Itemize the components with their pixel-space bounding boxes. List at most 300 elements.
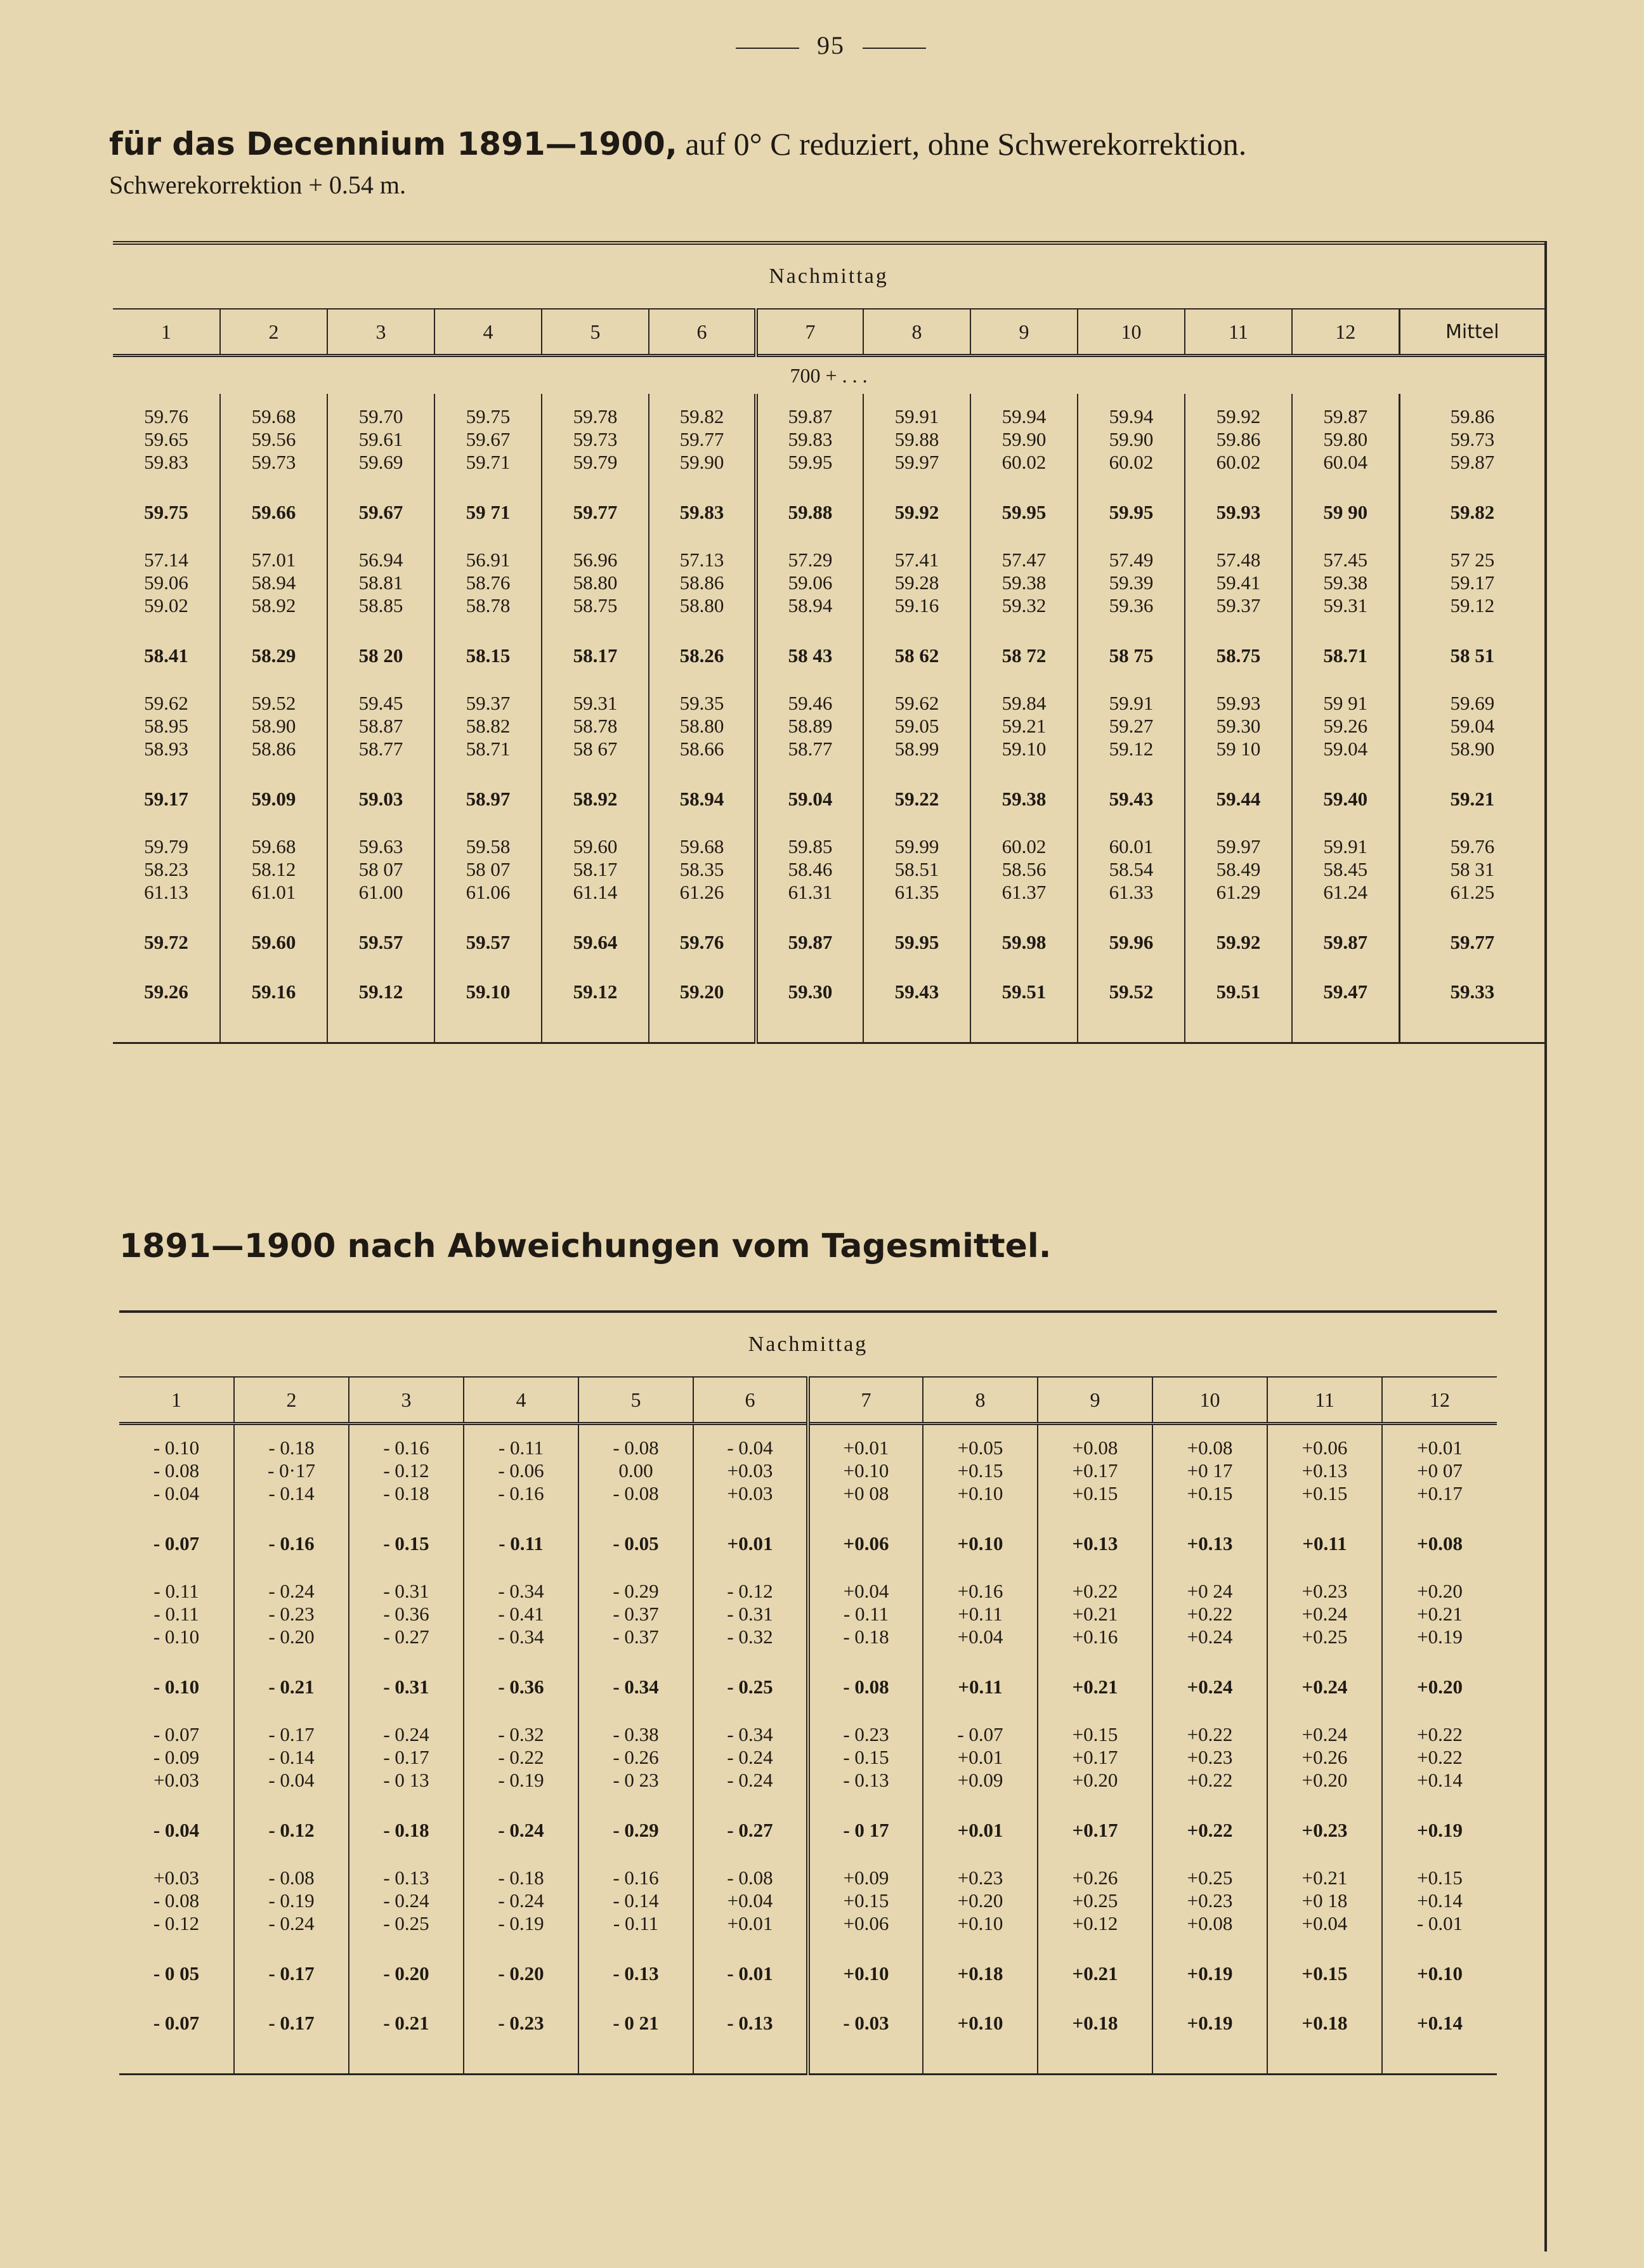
mean-cell: 59.67: [327, 488, 434, 537]
reading-cell: - 0.10 - 0.08 - 0.04: [153, 1437, 200, 1504]
reading-group: [113, 824, 1544, 918]
reading-cell: 59.92 59.86 60.02: [1185, 394, 1292, 488]
spacer-cell: [542, 1017, 649, 1043]
reading-cell: 59.76 59.65 59.83: [144, 405, 188, 473]
mean-cell: +0.10: [1382, 1949, 1497, 1998]
mean-cell: 59.95: [863, 918, 970, 967]
spacer-cell: [756, 1017, 863, 1043]
reading-cell: +0.24 +0.26 +0.20: [1267, 1712, 1382, 1806]
reading-cell: - 0.24 - 0.23 - 0.20: [234, 1568, 349, 1662]
mean-cell: 59.77: [542, 488, 649, 537]
mean-cell: 59.87: [756, 918, 863, 967]
reading-cell: +0.22 +0.23 +0.22: [1152, 1712, 1267, 1806]
mean-cell: - 0.08: [808, 1662, 923, 1712]
reading-cell: 59.69 59.04 58.90: [1399, 681, 1544, 774]
reading-cell: 59.35 58.80 58.66: [649, 681, 756, 774]
reading-cell: 59.91 58.45 61.24: [1292, 824, 1399, 918]
group-mean-row: [113, 774, 1544, 824]
column-header: 1: [113, 309, 220, 356]
mean-cell: 58.71: [1292, 631, 1399, 681]
page-number-dash-right: [863, 48, 926, 49]
reading-cell: - 0.23 - 0.15 - 0.13: [808, 1712, 923, 1806]
overall-mean-cell: 59.26: [144, 981, 188, 1003]
table-bottom-spacer: [113, 1017, 1544, 1043]
reading-cell: 56.94 58.81 58.85: [327, 537, 434, 631]
mean-cell: 59 71: [434, 488, 542, 537]
mean-cell: +0.11: [923, 1662, 1038, 1712]
mean-cell: 59.76: [649, 918, 756, 967]
group-mean-row: [119, 1662, 1497, 1712]
reading-cell: - 0.08 +0.04 +0.01: [693, 1855, 808, 1949]
reading-cell: +0.03 - 0.08 - 0.12: [153, 1867, 200, 1934]
overall-mean-cell: 59.33: [1399, 967, 1544, 1017]
mean-cell: +0.19: [1382, 1806, 1497, 1855]
reading-cell: 57.14 59.06 59.02: [144, 549, 188, 616]
mean-cell: 59.22: [863, 774, 970, 824]
mean-cell: +0.13: [1038, 1519, 1152, 1568]
reading-cell: 57.47 59.38 59.32: [970, 537, 1078, 631]
reading-cell: - 0.34 - 0.24 - 0.24: [693, 1712, 808, 1806]
overall-mean-cell: - 0.23: [464, 1998, 578, 2048]
reading-cell: - 0.08 - 0.19 - 0.24: [234, 1855, 349, 1949]
overall-mean-cell: 59.47: [1292, 967, 1399, 1017]
mean-cell: 58 72: [970, 631, 1078, 681]
spacer-cell: [119, 2048, 234, 2075]
mean-cell: 58 51: [1399, 631, 1544, 681]
mean-cell: +0.20: [1382, 1662, 1497, 1712]
spacer-cell: [649, 1017, 756, 1043]
overall-mean-cell: - 0.21: [349, 1998, 464, 2048]
mean-cell: - 0.34: [578, 1662, 693, 1712]
mean-cell: 59.82: [1399, 488, 1544, 537]
spacer-cell: [970, 1017, 1078, 1043]
spacer-cell: [1152, 2048, 1267, 2075]
overall-mean-cell: 59.10: [434, 967, 542, 1017]
mean-cell: +0.24: [1267, 1662, 1382, 1712]
page-number-text: 95: [817, 31, 845, 60]
overall-mean-cell: +0.18: [1038, 1998, 1152, 2048]
table1-header-row: [113, 309, 1544, 356]
mean-cell: +0.08: [1382, 1519, 1497, 1568]
column-header: 5: [542, 309, 649, 356]
overall-mean-cell: +0.10: [923, 1998, 1038, 2048]
reading-cell: 59.76 58 31 61.25: [1399, 824, 1544, 918]
overall-mean-cell: - 0 21: [578, 1998, 693, 2048]
reading-cell: 59.68 59.56 59.73: [220, 394, 327, 488]
reading-cell: 59.31 58.78 58 67: [542, 681, 649, 774]
column-header: Mittel: [1399, 309, 1544, 356]
mean-cell: - 0.21: [234, 1662, 349, 1712]
spacer-cell: [578, 2048, 693, 2075]
mean-cell: 59.92: [1185, 918, 1292, 967]
mean-cell: - 0.27: [693, 1806, 808, 1855]
spacer-cell: [1078, 1017, 1185, 1043]
mean-cell: - 0 05: [153, 1962, 200, 1984]
mean-cell: - 0.16: [234, 1519, 349, 1568]
mean-cell: +0.18: [923, 1949, 1038, 1998]
reading-group: [113, 394, 1544, 488]
reading-cell: +0.15 +0.17 +0.20: [1038, 1712, 1152, 1806]
mean-cell: +0.01: [923, 1806, 1038, 1855]
reading-cell: 59.97 58.49 61.29: [1185, 824, 1292, 918]
mean-cell: 59.96: [1078, 918, 1185, 967]
spacer-cell: [863, 1017, 970, 1043]
mean-cell: 59.88: [756, 488, 863, 537]
reading-cell: 59.60 58.17 61.14: [542, 824, 649, 918]
overall-mean-cell: +0.19: [1152, 1998, 1267, 2048]
mean-cell: +0.22: [1152, 1806, 1267, 1855]
reading-cell: 59.68 58.12 61.01: [220, 824, 327, 918]
reading-cell: 59.86 59.73 59.87: [1399, 394, 1544, 488]
table1-title: Nachmittag: [113, 243, 1544, 309]
reading-cell: 59.82 59.77 59.90: [649, 394, 756, 488]
mean-cell: - 0.10: [153, 1676, 200, 1698]
group-mean-row: [119, 1519, 1497, 1568]
spacer-cell: [434, 1017, 542, 1043]
reading-cell: +0.04 - 0.11 - 0.18: [808, 1568, 923, 1662]
mean-cell: 58.92: [542, 774, 649, 824]
reading-group: [113, 681, 1544, 774]
reading-cell: 57.01 58.94 58.92: [220, 537, 327, 631]
overall-mean-cell: +0.14: [1382, 1998, 1497, 2048]
mean-cell: - 0.01: [693, 1949, 808, 1998]
mean-cell: - 0.04: [153, 1819, 200, 1841]
mean-cell: 59.87: [1292, 918, 1399, 967]
spacer-cell: [693, 2048, 808, 2075]
gravity-correction-note: Schwerekorrektion + 0.54 m.: [109, 171, 407, 199]
reading-cell: 59.94 59.90 60.02: [970, 394, 1078, 488]
group-mean-row: [119, 1806, 1497, 1855]
page-number-dash-left: [736, 48, 799, 49]
column-header: 4: [464, 1377, 578, 1424]
reading-cell: +0.16 +0.11 +0.04: [923, 1568, 1038, 1662]
reading-cell: 60.02 58.56 61.37: [970, 824, 1078, 918]
spacer-cell: [113, 1017, 220, 1043]
reading-cell: 59.85 58.46 61.31: [756, 824, 863, 918]
table-deviations: [119, 1310, 1497, 2075]
reading-cell: 57.49 59.39 59.36: [1078, 537, 1185, 631]
reading-cell: +0.23 +0.20 +0.10: [923, 1855, 1038, 1949]
reading-cell: 59.52 58.90 58.86: [220, 681, 327, 774]
reading-cell: 57.29 59.06 58.94: [756, 537, 863, 631]
table2-header-row: [119, 1377, 1497, 1424]
mean-cell: +0.17: [1038, 1806, 1152, 1855]
column-header: 3: [349, 1377, 464, 1424]
mean-cell: 58.29: [220, 631, 327, 681]
reading-cell: +0.01 +0 07 +0.17: [1382, 1424, 1497, 1520]
overall-mean-row: [119, 1998, 1497, 2048]
mean-cell: +0.10: [923, 1519, 1038, 1568]
mean-cell: 59.40: [1292, 774, 1399, 824]
mean-cell: 58.75: [1185, 631, 1292, 681]
reading-cell: 59.91 59.88 59.97: [863, 394, 970, 488]
reading-cell: +0.08 +0.17 +0.15: [1038, 1424, 1152, 1520]
mean-cell: 58.41: [144, 644, 188, 667]
mean-cell: 58.97: [434, 774, 542, 824]
reading-cell: - 0.12 - 0.31 - 0.32: [693, 1568, 808, 1662]
mean-cell: +0.24: [1152, 1662, 1267, 1712]
reading-cell: 57 25 59.17 59.12: [1399, 537, 1544, 631]
reading-cell: - 0.31 - 0.36 - 0.27: [349, 1568, 464, 1662]
table-pressure-values: [113, 241, 1544, 1044]
reading-cell: - 0.04 +0.03 +0.03: [693, 1424, 808, 1520]
reading-cell: - 0.29 - 0.37 - 0.37: [578, 1568, 693, 1662]
reading-cell: - 0.16 - 0.14 - 0.11: [578, 1855, 693, 1949]
mean-cell: +0.06: [808, 1519, 923, 1568]
reading-cell: - 0.24 - 0.17 - 0 13: [349, 1712, 464, 1806]
mean-cell: 59.60: [220, 918, 327, 967]
mean-cell: 58 75: [1078, 631, 1185, 681]
column-header: 12: [1292, 309, 1399, 356]
column-header: 8: [863, 309, 970, 356]
reading-cell: +0.22 +0.21 +0.16: [1038, 1568, 1152, 1662]
reading-cell: 56.91 58.76 58.78: [434, 537, 542, 631]
reading-cell: 59.87 59.80 60.04: [1292, 394, 1399, 488]
mean-cell: 58.17: [542, 631, 649, 681]
group-mean-row: [113, 918, 1544, 967]
reading-cell: 59.58 58 07 61.06: [434, 824, 542, 918]
reading-cell: - 0.11 - 0.06 - 0.16: [464, 1424, 578, 1520]
column-header: 9: [1038, 1377, 1152, 1424]
table1-unit-label: 700 + . . .: [790, 363, 868, 387]
mean-cell: 59.92: [863, 488, 970, 537]
mean-cell: 58.94: [649, 774, 756, 824]
mean-cell: 59.04: [756, 774, 863, 824]
reading-cell: 59.63 58 07 61.00: [327, 824, 434, 918]
group-mean-row: [119, 1949, 1497, 1998]
mean-cell: - 0.36: [464, 1662, 578, 1712]
reading-cell: 57.45 59.38 59.31: [1292, 537, 1399, 631]
reading-cell: +0.06 +0.13 +0.15: [1267, 1424, 1382, 1520]
spacer-cell: [1185, 1017, 1292, 1043]
reading-cell: - 0.38 - 0.26 - 0 23: [578, 1712, 693, 1806]
column-header: 6: [649, 309, 756, 356]
mean-cell: - 0.05: [578, 1519, 693, 1568]
reading-cell: - 0.34 - 0.41 - 0.34: [464, 1568, 578, 1662]
reading-cell: 59.62 58.95 58.93: [144, 692, 188, 760]
column-header: 7: [756, 309, 863, 356]
mean-cell: - 0.12: [234, 1806, 349, 1855]
overall-mean-cell: +0.18: [1267, 1998, 1382, 2048]
spacer-cell: [1292, 1017, 1399, 1043]
mean-cell: 58 43: [756, 631, 863, 681]
group-mean-row: [113, 488, 1544, 537]
reading-group: [119, 1855, 1497, 1949]
mean-cell: 59.44: [1185, 774, 1292, 824]
reading-cell: 59.46 58.89 58.77: [756, 681, 863, 774]
reading-cell: +0.21 +0 18 +0.04: [1267, 1855, 1382, 1949]
mean-cell: - 0.20: [464, 1949, 578, 1998]
mean-cell: 59.43: [1078, 774, 1185, 824]
reading-cell: - 0.17 - 0.14 - 0.04: [234, 1712, 349, 1806]
mean-cell: - 0.20: [349, 1949, 464, 1998]
mean-cell: +0.15: [1267, 1949, 1382, 1998]
mean-cell: +0.11: [1267, 1519, 1382, 1568]
reading-cell: - 0.13 - 0.24 - 0.25: [349, 1855, 464, 1949]
reading-cell: - 0.18 - 0.24 - 0.19: [464, 1855, 578, 1949]
reading-cell: 59.93 59.30 59 10: [1185, 681, 1292, 774]
spacer-cell: [327, 1017, 434, 1043]
reading-cell: +0.25 +0.23 +0.08: [1152, 1855, 1267, 1949]
right-margin-rule: [1544, 241, 1547, 2252]
mean-cell: +0.23: [1267, 1806, 1382, 1855]
mean-cell: - 0.31: [349, 1662, 464, 1712]
column-header: 11: [1185, 309, 1292, 356]
reading-cell: 59.91 59.27 59.12: [1078, 681, 1185, 774]
mean-cell: - 0.13: [578, 1949, 693, 1998]
mean-cell: 59.98: [970, 918, 1078, 967]
overall-mean-cell: 59.12: [542, 967, 649, 1017]
mean-cell: - 0.07: [153, 1532, 200, 1554]
reading-cell: 59.87 59.83 59.95: [756, 394, 863, 488]
mean-cell: 58 20: [327, 631, 434, 681]
reading-cell: +0.09 +0.15 +0.06: [808, 1855, 923, 1949]
column-header: 11: [1267, 1377, 1382, 1424]
table1-heading-rest: auf 0° C reduziert, ohne Schwerekorrektion.: [677, 126, 1247, 162]
reading-cell: 59.79 58.23 61.13: [144, 835, 188, 903]
overall-mean-row: [113, 967, 1544, 1017]
mean-cell: +0.21: [1038, 1949, 1152, 1998]
spacer-cell: [923, 2048, 1038, 2075]
reading-cell: +0.26 +0.25 +0.12: [1038, 1855, 1152, 1949]
reading-cell: +0.08 +0 17 +0.15: [1152, 1424, 1267, 1520]
mean-cell: +0.21: [1038, 1662, 1152, 1712]
overall-mean-cell: 59.20: [649, 967, 756, 1017]
mean-cell: - 0.11: [464, 1519, 578, 1568]
mean-cell: - 0 17: [808, 1806, 923, 1855]
spacer-cell: [464, 2048, 578, 2075]
reading-cell: - 0.08 0.00 - 0.08: [578, 1424, 693, 1520]
reading-cell: 59.37 58.82 58.71: [434, 681, 542, 774]
reading-group: [119, 1424, 1497, 1520]
mean-cell: +0.13: [1152, 1519, 1267, 1568]
table2-heading: 1891—1900 nach Abweichungen vom Tagesmittel.: [119, 1227, 1052, 1265]
spacer-cell: [1038, 2048, 1152, 2075]
column-header: 2: [220, 309, 327, 356]
mean-cell: - 0.25: [693, 1662, 808, 1712]
reading-cell: +0.01 +0.10 +0 08: [808, 1424, 923, 1520]
mean-cell: 59.95: [970, 488, 1078, 537]
column-header: 2: [234, 1377, 349, 1424]
mean-cell: 59.21: [1399, 774, 1544, 824]
table2-title: Nachmittag: [119, 1312, 1497, 1377]
reading-cell: 60.01 58.54 61.33: [1078, 824, 1185, 918]
reading-cell: - 0.07 +0.01 +0.09: [923, 1712, 1038, 1806]
spacer-cell: [349, 2048, 464, 2075]
reading-cell: 56.96 58.80 58.75: [542, 537, 649, 631]
reading-cell: 59.68 58.35 61.26: [649, 824, 756, 918]
reading-cell: +0.20 +0.21 +0.19: [1382, 1568, 1497, 1662]
overall-mean-cell: 59.52: [1078, 967, 1185, 1017]
reading-cell: - 0.32 - 0.22 - 0.19: [464, 1712, 578, 1806]
column-header: 10: [1078, 309, 1185, 356]
mean-cell: 59.66: [220, 488, 327, 537]
mean-cell: - 0.18: [349, 1806, 464, 1855]
column-header: 6: [693, 1377, 808, 1424]
overall-mean-cell: 59.51: [970, 967, 1078, 1017]
mean-cell: +0.01: [693, 1519, 808, 1568]
reading-cell: +0.15 +0.14 - 0.01: [1382, 1855, 1497, 1949]
spacer-cell: [1382, 2048, 1497, 2075]
column-header: 1: [119, 1377, 234, 1424]
overall-mean-cell: 59.43: [863, 967, 970, 1017]
mean-cell: 59.57: [327, 918, 434, 967]
mean-cell: - 0.24: [464, 1806, 578, 1855]
overall-mean-cell: - 0.17: [234, 1998, 349, 2048]
mean-cell: 59.57: [434, 918, 542, 967]
table1-heading: [109, 126, 1246, 162]
overall-mean-cell: 59.12: [327, 967, 434, 1017]
reading-cell: 59.62 59.05 58.99: [863, 681, 970, 774]
page-number: [710, 30, 951, 60]
reading-cell: 59.84 59.21 59.10: [970, 681, 1078, 774]
reading-cell: 57.13 58.86 58.80: [649, 537, 756, 631]
overall-mean-cell: 59.16: [220, 967, 327, 1017]
spacer-cell: [234, 2048, 349, 2075]
mean-cell: 59 90: [1292, 488, 1399, 537]
reading-cell: 57.48 59.41 59.37: [1185, 537, 1292, 631]
column-header: 9: [970, 309, 1078, 356]
mean-cell: +0.19: [1152, 1949, 1267, 1998]
mean-cell: 59.95: [1078, 488, 1185, 537]
reading-cell: 59.75 59.67 59.71: [434, 394, 542, 488]
mean-cell: 59.83: [649, 488, 756, 537]
reading-cell: - 0.16 - 0.12 - 0.18: [349, 1424, 464, 1520]
table1-heading-lead: für das Decennium 1891—1900,: [109, 126, 677, 162]
column-header: 3: [327, 309, 434, 356]
spacer-cell: [1267, 2048, 1382, 2075]
reading-cell: 59.78 59.73 59.79: [542, 394, 649, 488]
mean-cell: 58 62: [863, 631, 970, 681]
reading-cell: 59.99 58.51 61.35: [863, 824, 970, 918]
mean-cell: 58.26: [649, 631, 756, 681]
spacer-cell: [808, 2048, 923, 2075]
reading-cell: - 0.11 - 0.11 - 0.10: [153, 1580, 200, 1648]
mean-cell: - 0.17: [234, 1949, 349, 1998]
reading-group: [119, 1568, 1497, 1662]
mean-cell: 59.03: [327, 774, 434, 824]
group-mean-row: [113, 631, 1544, 681]
table-bottom-spacer: [119, 2048, 1497, 2075]
mean-cell: 59.77: [1399, 918, 1544, 967]
mean-cell: 59.38: [970, 774, 1078, 824]
mean-cell: 59.93: [1185, 488, 1292, 537]
mean-cell: 59.72: [144, 931, 188, 953]
reading-cell: 59.45 58.87 58.77: [327, 681, 434, 774]
mean-cell: 59.75: [144, 501, 188, 523]
reading-cell: +0.23 +0.24 +0.25: [1267, 1568, 1382, 1662]
reading-cell: 59.70 59.61 59.69: [327, 394, 434, 488]
column-header: 12: [1382, 1377, 1497, 1424]
overall-mean-cell: - 0.07: [153, 2012, 200, 2034]
overall-mean-cell: - 0.03: [808, 1998, 923, 2048]
reading-cell: 59 91 59.26 59.04: [1292, 681, 1399, 774]
mean-cell: 58.15: [434, 631, 542, 681]
mean-cell: 59.64: [542, 918, 649, 967]
reading-group: [119, 1712, 1497, 1806]
mean-cell: - 0.15: [349, 1519, 464, 1568]
column-header: 8: [923, 1377, 1038, 1424]
reading-cell: - 0.18 - 0·17 - 0.14: [234, 1424, 349, 1520]
overall-mean-cell: - 0.13: [693, 1998, 808, 2048]
column-header: 10: [1152, 1377, 1267, 1424]
spacer-cell: [220, 1017, 327, 1043]
reading-cell: +0 24 +0.22 +0.24: [1152, 1568, 1267, 1662]
mean-cell: +0.10: [808, 1949, 923, 1998]
mean-cell: - 0.29: [578, 1806, 693, 1855]
column-header: 4: [434, 309, 542, 356]
column-header: 7: [808, 1377, 923, 1424]
